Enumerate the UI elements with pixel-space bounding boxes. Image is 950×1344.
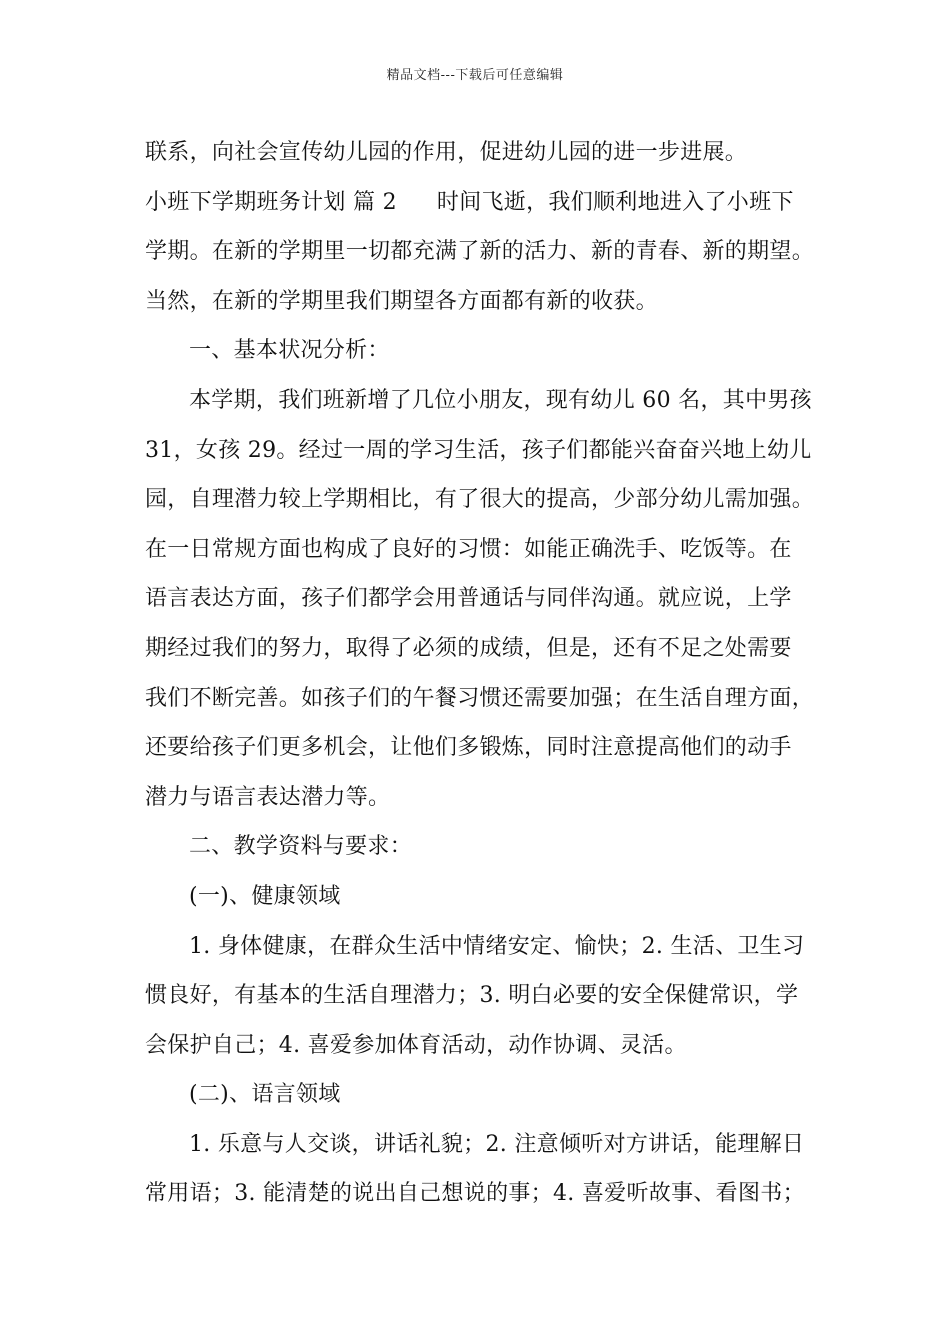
- text-line-11: 期经过我们的努力，取得了必须的成绩，但是，还有不足之处需要: [145, 635, 792, 661]
- text-line-12: 我们不断完善。如孩子们的午餐习惯还需要加强；在生活自理方面，: [145, 685, 815, 711]
- page-header: 精品文档---下载后可任意编辑: [386, 68, 564, 83]
- text-line-22: 常用语；3. 能清楚的说出自己想说的事；4. 喜爱听故事、看图书；: [145, 1181, 805, 1207]
- text-line-14: 潜力与语言表达潜力等。: [145, 784, 391, 810]
- subheading-health: (一)、健康领域: [189, 883, 341, 909]
- document-body: [145, 128, 825, 1219]
- text-line-4: 当然，在新的学期里我们期望各方面都有新的收获。: [145, 288, 658, 314]
- text-line-10: 语言表达方面，孩子们都学会用普通话与同伴沟通。就应说，上学: [145, 586, 792, 612]
- text-line-1: 联系，向社会宣传幼儿园的作用，促进幼儿园的进一步进展。: [145, 140, 748, 165]
- section-intro: 时间飞逝，我们顺利地进入了小班下: [436, 189, 794, 215]
- heading-basic-analysis: 一、基本状况分析：: [189, 338, 390, 364]
- text-line-17: 1. 身体健康，在群众生活中情绪安定、愉快；2. 生活、卫生习: [189, 933, 805, 959]
- text-line-13: 还要给孩子们更多机会，让他们多锻炼，同时注意提高他们的动手: [145, 735, 792, 761]
- text-line-19: 会保护自己；4. 喜爱参加体育活动，动作协调、灵活。: [145, 1032, 687, 1058]
- section-title: 小班下学期班务计划 篇 2: [145, 189, 397, 215]
- text-line-9: 在一日常规方面也构成了良好的习惯：如能正确洗手、吃饭等。在: [145, 536, 792, 562]
- heading-teaching-content: 二、教学资料与要求：: [189, 834, 413, 860]
- text-line-6: 本学期，我们班新增了几位小朋友，现有幼儿 60 名，其中男孩: [189, 387, 812, 413]
- text-line-3: 学期。在新的学期里一切都充满了新的活力、新的青春、新的期望。: [145, 239, 815, 265]
- text-line-8: 园，自理潜力较上学期相比，有了很大的提高，少部分幼儿需加强。: [145, 487, 815, 513]
- text-line-2: [145, 178, 825, 228]
- text-line-21: 1. 乐意与人交谈，讲话礼貌；2. 注意倾听对方讲话，能理解日: [189, 1131, 805, 1157]
- text-line-7: 31，女孩 29。经过一周的学习生活，孩子们都能兴奋奋兴地上幼儿: [145, 437, 812, 463]
- text-line-18: 惯良好，有基本的生活自理潜力；3. 明白必要的安全保健常识，学: [145, 983, 799, 1009]
- subheading-language: (二)、语言领域: [189, 1082, 341, 1108]
